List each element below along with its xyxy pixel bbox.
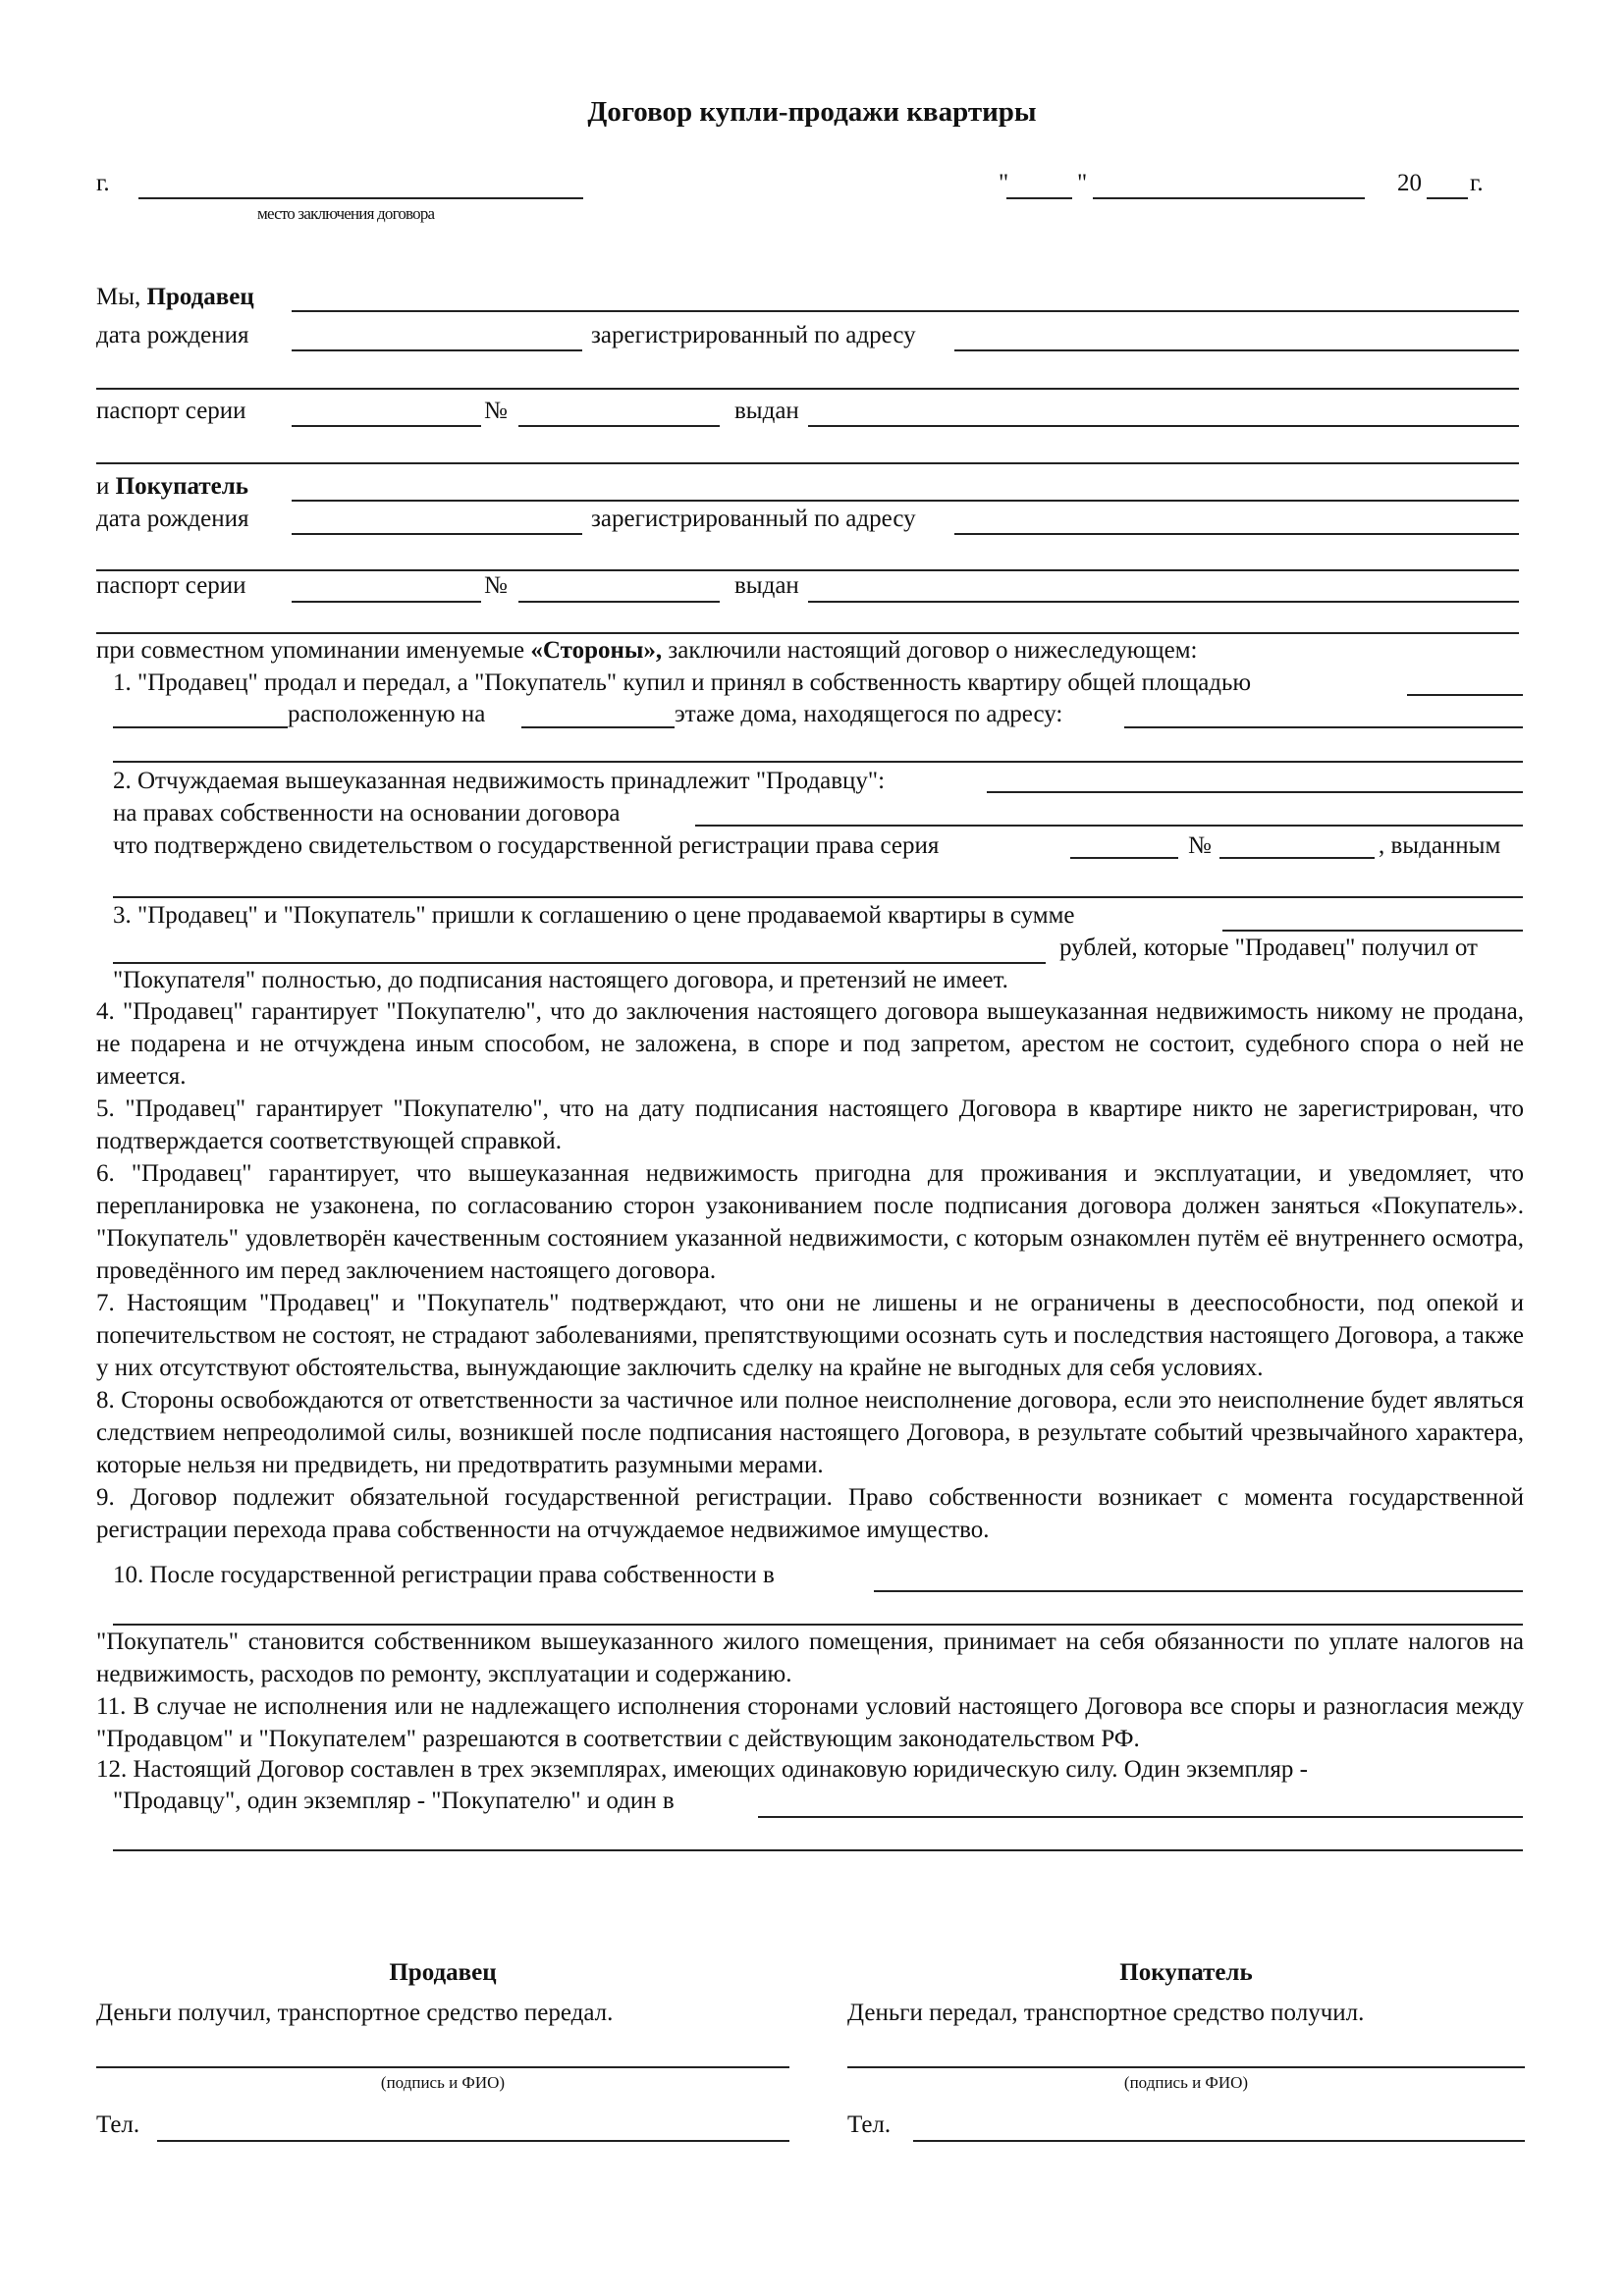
clause-10-body: "Покупатель" становится собственником вышеуказанного жилого помещения, принимает на себя обязанности по уплате налогов на недвижимость, расходов по ремонту, эксплуатации и содержанию. bbox=[96, 1629, 1524, 1687]
price-words-field[interactable] bbox=[113, 962, 1046, 964]
clause-10-line1: 10. После государственной регистрации права собственности в bbox=[113, 1562, 775, 1588]
seller-passport-series-field[interactable] bbox=[292, 425, 481, 427]
buyer-signature-field[interactable] bbox=[847, 2066, 1525, 2068]
seller-signature-heading: Продавец bbox=[389, 1959, 497, 1986]
place-caption: место заключения договора bbox=[257, 204, 435, 223]
buyer-phone-label: Тел. bbox=[847, 2111, 892, 2138]
seller-number-sign: № bbox=[484, 398, 508, 424]
buyer-signature-heading: Покупатель bbox=[1119, 1959, 1253, 1986]
buyer-statement: Деньги передал, транспортное средство получил. bbox=[847, 2000, 1365, 2026]
buyer-signature-caption: (подпись и ФИО) bbox=[1123, 2073, 1249, 2092]
seller-issued-field-2[interactable] bbox=[96, 462, 1519, 464]
property-address-field-2[interactable] bbox=[113, 761, 1523, 763]
preamble: при совместном упоминании именуемые «Стороны», заключили настоящий договор о нижеследующем: bbox=[96, 637, 1198, 664]
place-field[interactable] bbox=[138, 197, 583, 199]
third-copy-field[interactable] bbox=[758, 1816, 1523, 1818]
document-title: Договор купли-продажи квартиры bbox=[587, 96, 1037, 128]
certificate-issued-field[interactable] bbox=[113, 896, 1523, 898]
seller-phone-label: Тел. bbox=[96, 2111, 140, 2138]
basis-contract-field[interactable] bbox=[695, 825, 1523, 827]
buyer-passport-label: паспорт серии bbox=[96, 572, 246, 599]
clause-3-line3: "Покупателя" полностью, до подписания настоящего договора, и претензий не имеет. bbox=[113, 967, 1008, 993]
quote-open: " bbox=[999, 170, 1009, 196]
ownership-field[interactable] bbox=[987, 791, 1523, 793]
certificate-number-field[interactable] bbox=[1219, 857, 1375, 859]
clause-5: 5. "Продавец" гарантирует "Покупателю", что на дату подписания настоящего Договора в квартире никто не зарегистрирован, что подтверждается соответствующей справкой. bbox=[96, 1095, 1524, 1154]
clause-3-line1: 3. "Продавец" и "Покупатель" пришли к соглашению о цене продаваемой квартиры в сумме bbox=[113, 902, 1075, 929]
seller-signature-field[interactable] bbox=[96, 2066, 789, 2068]
clause-9: 9. Договор подлежит обязательной государственной регистрации. Право собственности возникает с момента государственной регистрации перехода права собственности на отчуждаемое недвижимое имущество. bbox=[96, 1484, 1524, 1543]
buyer-address-field-2[interactable] bbox=[96, 569, 1519, 571]
buyer-phone-field[interactable] bbox=[913, 2140, 1525, 2142]
buyer-issued-field-2[interactable] bbox=[96, 632, 1519, 634]
clause-8: 8. Стороны освобождаются от ответственности за частичное или полное неисполнение договора, если это неисполнение будет являться следствием непреодолимой силы, возникшей после подписания настоящего Договора, в результате событий чрезвычайного характера, которые нельзя ни предвидеть, ни предотвратить разумными мерами. bbox=[96, 1387, 1524, 1478]
buyer-issued-label: выдан bbox=[734, 572, 799, 599]
seller-statement: Деньги получил, транспортное средство передал. bbox=[96, 2000, 614, 2026]
buyer-registered-label: зарегистрированный по адресу bbox=[591, 506, 916, 532]
seller-passport-label: паспорт серии bbox=[96, 398, 246, 424]
seller-label: Мы, Продавец bbox=[96, 284, 254, 310]
seller-birth-field[interactable] bbox=[292, 349, 582, 351]
clauses-4-9 bbox=[96, 995, 1524, 1546]
clause-11: 11. В случае не исполнения или не надлежащего исполнения сторонами условий настоящего Договора все споры и разногласия между "Продавцом" и "Покупателем" разрешаются в соответствии с действующим законодательством РФ. bbox=[96, 1693, 1524, 1752]
clause-2-line1: 2. Отчуждаемая вышеуказанная недвижимость принадлежит "Продавцу": bbox=[113, 768, 886, 794]
certificate-issued-label: , выданным bbox=[1379, 832, 1501, 859]
year-prefix: 20 bbox=[1397, 170, 1422, 196]
clause-7: 7. Настоящим "Продавец" и "Покупатель" подтверждают, что они не лишены и не ограничены в дееспособности, под опекой и попечительством не состоят, не страдают заболеваниями, препятствующими осознать суть и последствия настоящего Договора, а также у них отсутствуют обстоятельства, вынуждающие заключить сделку на крайне не выгодных для себя условиях. bbox=[96, 1290, 1524, 1381]
clause-3-line2: рублей, которые "Продавец" получил от bbox=[1059, 934, 1478, 961]
clause-6: 6. "Продавец" гарантирует, что вышеуказанная недвижимость пригодна для проживания и эксплуатации, и уведомляет, что перепланировка не узаконена, по согласованию сторон узакониванием после подписания договора должен заняться «Покупатель». "Покупатель" удовлетворён качественным состоянием указанной недвижимости, с которым ознакомлен путём её внутреннего осмотра, проведённого им перед заключением настоящего договора. bbox=[96, 1160, 1524, 1284]
year-field[interactable] bbox=[1427, 197, 1468, 199]
floor-field[interactable] bbox=[521, 726, 675, 728]
clause-1-line1: 1. "Продавец" продал и передал, а "Покупатель" купил и принял в собственность квартиру общей площадью bbox=[113, 669, 1252, 696]
seller-registered-label: зарегистрированный по адресу bbox=[591, 322, 916, 348]
buyer-number-sign: № bbox=[484, 572, 508, 599]
clause-10-text bbox=[96, 1626, 1524, 1755]
seller-signature-caption: (подпись и ФИО) bbox=[380, 2073, 506, 2092]
clause-12-line1: 12. Настоящий Договор составлен в трех экземплярах, имеющих одинаковую юридическую силу. Один экземпляр - bbox=[96, 1756, 1308, 1783]
third-copy-field-2[interactable] bbox=[113, 1849, 1523, 1851]
area-field-2[interactable] bbox=[113, 726, 288, 728]
seller-passport-number-field[interactable] bbox=[518, 425, 720, 427]
registry-body-field[interactable] bbox=[874, 1590, 1523, 1592]
buyer-label: и Покупатель bbox=[96, 473, 249, 500]
seller-phone-field[interactable] bbox=[157, 2140, 789, 2142]
certificate-number-sign: № bbox=[1188, 832, 1212, 859]
buyer-issued-field[interactable] bbox=[808, 601, 1519, 603]
buyer-birth-field[interactable] bbox=[292, 533, 582, 535]
buyer-name-field[interactable] bbox=[292, 500, 1519, 502]
price-field[interactable] bbox=[1222, 930, 1523, 932]
clause-2-line2: на правах собственности на основании договора bbox=[113, 800, 621, 827]
buyer-passport-number-field[interactable] bbox=[518, 601, 720, 603]
property-address-field[interactable] bbox=[1124, 726, 1523, 728]
floor-address-label: этаже дома, находящегося по адресу: bbox=[675, 701, 1063, 727]
seller-address-field[interactable] bbox=[954, 349, 1519, 351]
clause-2-line3: что подтверждено свидетельством о государственной регистрации права серия bbox=[113, 832, 940, 859]
city-prefix: г. bbox=[96, 170, 110, 196]
certificate-series-field[interactable] bbox=[1070, 857, 1178, 859]
clause-4: 4. "Продавец" гарантирует "Покупателю", что до заключения настоящего договора вышеуказанная недвижимость никому не продана, не подарена и не отчуждена иным способом, не заложена, в споре и под запретом, арестом не состоит, судебного спора о ней не имеется. bbox=[96, 998, 1524, 1090]
month-field[interactable] bbox=[1093, 197, 1365, 199]
seller-issued-field[interactable] bbox=[808, 425, 1519, 427]
seller-address-field-2[interactable] bbox=[96, 388, 1519, 390]
buyer-passport-series-field[interactable] bbox=[292, 601, 481, 603]
buyer-birth-label: дата рождения bbox=[96, 506, 249, 532]
area-field[interactable] bbox=[1407, 694, 1523, 696]
located-on-label: расположенную на bbox=[288, 701, 486, 727]
clause-12-line2: "Продавцу", один экземпляр - "Покупателю" и один в bbox=[113, 1788, 675, 1814]
day-field[interactable] bbox=[1006, 197, 1072, 199]
seller-issued-label: выдан bbox=[734, 398, 799, 424]
seller-name-field[interactable] bbox=[292, 310, 1519, 312]
quote-close: " bbox=[1077, 170, 1088, 196]
seller-birth-label: дата рождения bbox=[96, 322, 249, 348]
year-suffix: г. bbox=[1470, 170, 1484, 196]
buyer-address-field[interactable] bbox=[954, 533, 1519, 535]
